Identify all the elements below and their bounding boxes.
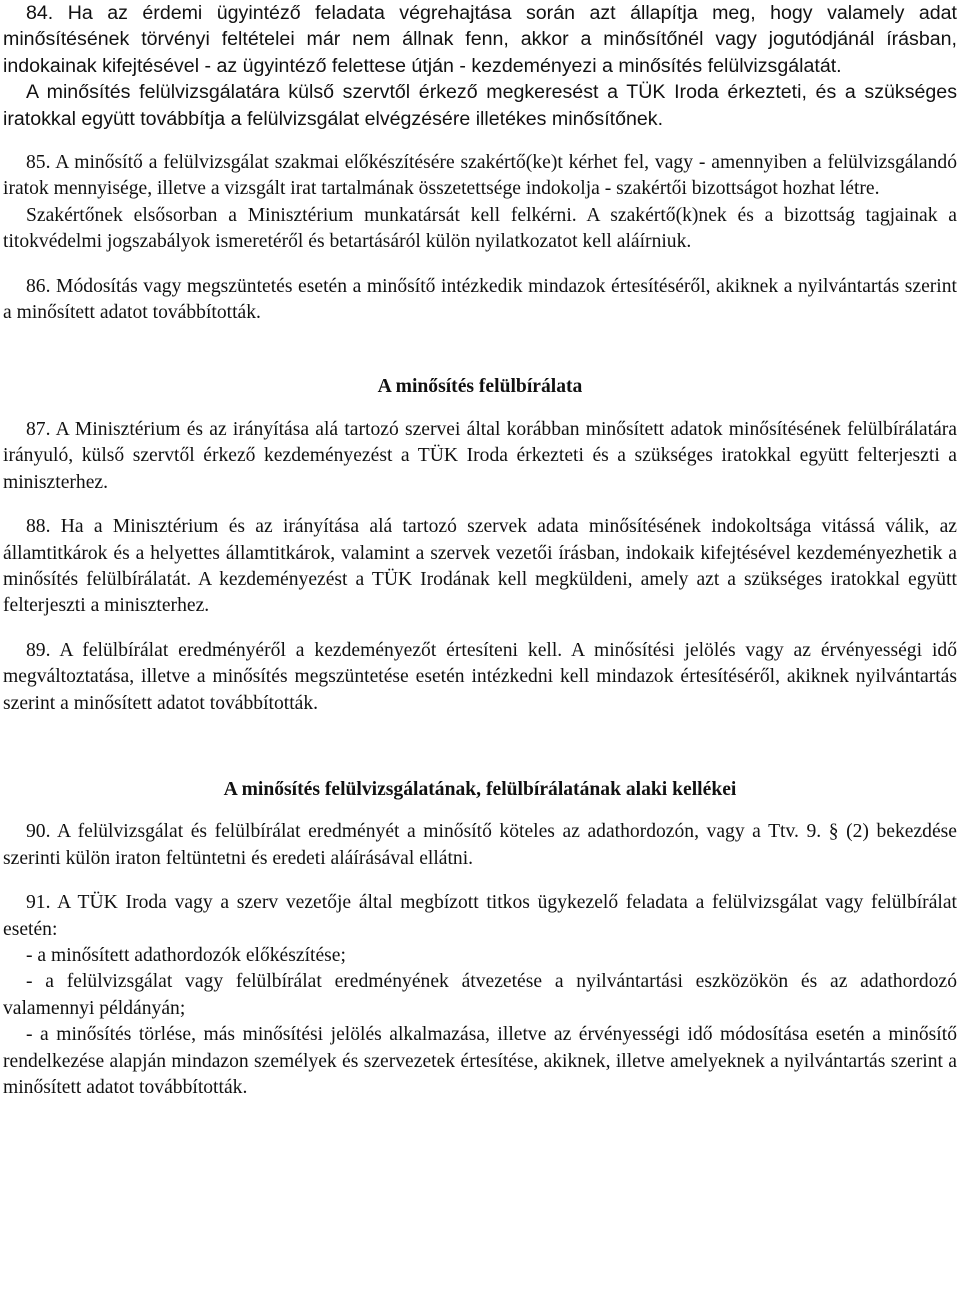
paragraph-84-continued: A minősítés felülvizsgálatára külső szervtől érkező megkeresést a TÜK Iroda érkezteti, és a szükséges iratokkal együtt továbbítja a felülvizsgálat elvégzésére illetékes minősítőnek. <box>3 81 957 130</box>
paragraph-91: 91. A TÜK Iroda vagy a szerv vezetője által megbízott titkos ügykezelő feladata a felülvizsgálat vagy felülbírálat esetén: <box>3 892 957 940</box>
paragraph-85: 85. A minősítő a felülvizsgálat szakmai előkészítésére szakértő(ke)t kérhet fel, vagy - amennyiben a felülvizsgálandó iratok mennyisége, illetve a vizsgált irat tartalmának összetettsége indokolja - szakértői bizottságot hozhat létre. <box>3 152 957 200</box>
list-item: - a felülvizsgálat vagy felülbírálat eredményének átvezetése a nyilvántartási eszközökön és az adathordozó valamennyi példányán; <box>3 971 957 1019</box>
paragraph-84: 84. Ha az érdemi ügyintéző feladata végrehajtása során azt állapítja meg, hogy valamely adat minősítésének törvényi feltételei már nem állnak fenn, akkor a minősítőnél vagy jogutódjánál írásban, indokainak kifejtésével - az ügyintéző felettese útján - kezdeményezi a minősítés felülvizsgálatát. <box>3 2 957 77</box>
paragraph-89: 89. A felülbírálat eredményéről a kezdeményezőt értesíteni kell. A minősítési jelölés vagy az érvényességi idő megváltoztatása, illetve a minősítés megszüntetése esetén intézkedni kell mindazok értesítéséről, akiknek nyilvántartás szerint a minősített adatot továbbították. <box>3 639 957 714</box>
list-item: - a minősített adathordozók előkészítése; <box>26 944 346 966</box>
section-heading-felulbiralat: A minősítés felülbírálata <box>377 376 583 398</box>
paragraph-86: 86. Módosítás vagy megszüntetés esetén a minősítő intézkedik mindazok értesítéséről, akiknek a nyilvántartás szerint a minősített adatot továbbították. <box>3 275 957 324</box>
section-heading-alaki-kellekek: A minősítés felülvizsgálatának, felülbírálatának alaki kellékei <box>223 778 737 800</box>
paragraph-87: 87. A Minisztérium és az irányítása alá tartozó szervei által korábban minősített adatok minősítésének felülbírálatára irányuló, külső szervtől érkező kezdeményezést a TÜK Iroda érkezteti és a szükséges iratokkal együtt felterjeszti a miniszterhez. <box>3 418 957 493</box>
paragraph-90: 90. A felülvizsgálat és felülbírálat eredményét a minősítő köteles az adathordozón, vagy a Ttv. 9. § (2) bekezdése szerinti külön iraton feltüntetni és eredeti aláírásával ellátni. <box>3 821 957 869</box>
list-item: - a minősítés törlése, más minősítési jelölés alkalmazása, illetve az érvényességi idő módosítása esetén a minősítő rendelkezése alapján mindazon személyek és szervezetek értesítése, akiknek, illetve amelyeknek a nyilvántartás szerint a minősített adatot továbbították. <box>3 1024 957 1098</box>
paragraph-85-continued: Szakértőnek elsősorban a Minisztérium munkatársát kell felkérni. A szakértő(k)nek és a bizottság tagjainak a titokvédelmi jogszabályok ismeretéről és betartásáról külön nyilatkozatot kell aláírniuk. <box>3 204 957 253</box>
paragraph-88: 88. Ha a Minisztérium és az irányítása alá tartozó szervek adata minősítésének indokoltsága vitássá válik, az államtitkárok és a helyettes államtitkárok, valamint a szervek vezetői írásban, indokaik kifejtésével kezdeményezhetik a minősítés felülbírálatát. A kezdeményezést a TÜK Irodának kell megküldeni, amely azt a szükséges iratokkal együtt felterjeszti a miniszterhez. <box>3 516 957 617</box>
